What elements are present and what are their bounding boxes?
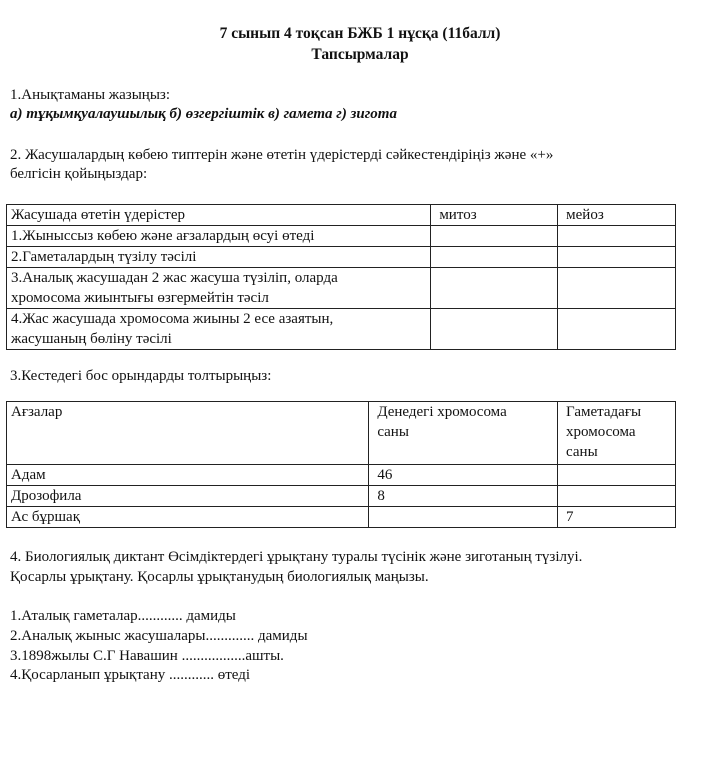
organism-name: Дрозофила [7,486,369,507]
task2-prompt-line2: белгісін қойыңыздар: [10,166,148,182]
table-row [7,486,676,507]
process-matching-table [6,204,676,350]
mitosis-answer-cell[interactable] [431,309,558,350]
table-row [7,247,676,268]
header-line: саны [377,424,409,440]
mitosis-answer-cell[interactable] [431,247,558,268]
header-organisms: Ағзалар [7,402,369,465]
meiosis-answer-cell[interactable] [558,268,676,309]
header-line: Денедегі хромосома [377,404,507,420]
table-row [7,309,676,350]
organism-name: Адам [7,465,369,486]
header-line: хромосома [566,424,636,440]
task3-prompt: 3.Кестедегі бос орындарды толтырыңыз: [10,368,272,384]
mitosis-answer-cell[interactable] [431,226,558,247]
process-line: 4.Жас жасушада хромосома жиыны 2 есе азаятын, [11,311,334,327]
meiosis-answer-cell[interactable] [558,226,676,247]
meiosis-answer-cell[interactable] [558,247,676,268]
header-line: саны [566,444,598,460]
process-cell [7,268,431,309]
header-line: Гаметадағы [566,404,642,420]
task4-prompt-line2: Қосарлы ұрықтану. Қосарлы ұрықтанудың биологиялық маңызы. [10,569,429,585]
task4-prompt-line1: 4. Биологиялық диктант Өсімдіктердегі ұрықтану туралы түсінік және зиготаның түзілуі. [10,549,583,565]
task1-prompt: 1.Анықтаманы жазыңыз: [10,87,170,103]
meiosis-answer-cell[interactable] [558,309,676,350]
page-subtitle: Тапсырмалар [311,46,409,63]
task2-prompt-line1: 2. Жасушалардың көбею типтерін және өтетін үдерістерді сәйкестендіріңіз және «+» [10,147,554,163]
dictation-item: 2.Аналық жыныс жасушалары............. дамиды [10,628,308,644]
table-row [7,507,676,528]
table-header-row [7,402,676,465]
header-meiosis: мейоз [558,205,676,226]
task1-options: а) тұқымқуалаушылық б) өзгергіштік в) гамета г) зигота [10,106,397,122]
body-chromosome-value[interactable]: 8 [369,486,558,507]
process-line: 3.Аналық жасушадан 2 жас жасуша түзіліп, оларда [11,270,338,286]
table-row [7,465,676,486]
table-header-row [7,205,676,226]
process-cell [7,309,431,350]
header-gamete-chromosome [558,402,676,465]
process-line: хромосома жиынтығы өзгермейтін тәсіл [11,290,269,306]
chromosome-table [6,401,676,528]
table-row [7,268,676,309]
dictation-item: 4.Қосарланып ұрықтану ............ өтеді [10,667,251,683]
header-processes: Жасушада өтетін үдерістер [7,205,431,226]
page-title: 7 сынып 4 тоқсан БЖБ 1 нұсқа (11балл) [219,25,501,42]
table-row [7,226,676,247]
organism-name: Ас бұршақ [7,507,369,528]
header-mitosis: митоз [431,205,558,226]
process-line: жасушаның бөліну тәсілі [11,331,172,347]
body-chromosome-value[interactable] [369,507,558,528]
process-cell: 1.Жыныссыз көбею және ағзалардың өсуі өтеді [7,226,431,247]
body-chromosome-value[interactable]: 46 [369,465,558,486]
gamete-chromosome-value[interactable]: 7 [558,507,676,528]
dictation-item: 1.Аталық гаметалар............ дамиды [10,608,236,624]
gamete-chromosome-value[interactable] [558,465,676,486]
header-body-chromosome [369,402,558,465]
dictation-item: 3.1898жылы С.Г Навашин .................ашты. [10,648,284,664]
gamete-chromosome-value[interactable] [558,486,676,507]
process-cell: 2.Гаметалардың түзілу тәсілі [7,247,431,268]
mitosis-answer-cell[interactable] [431,268,558,309]
